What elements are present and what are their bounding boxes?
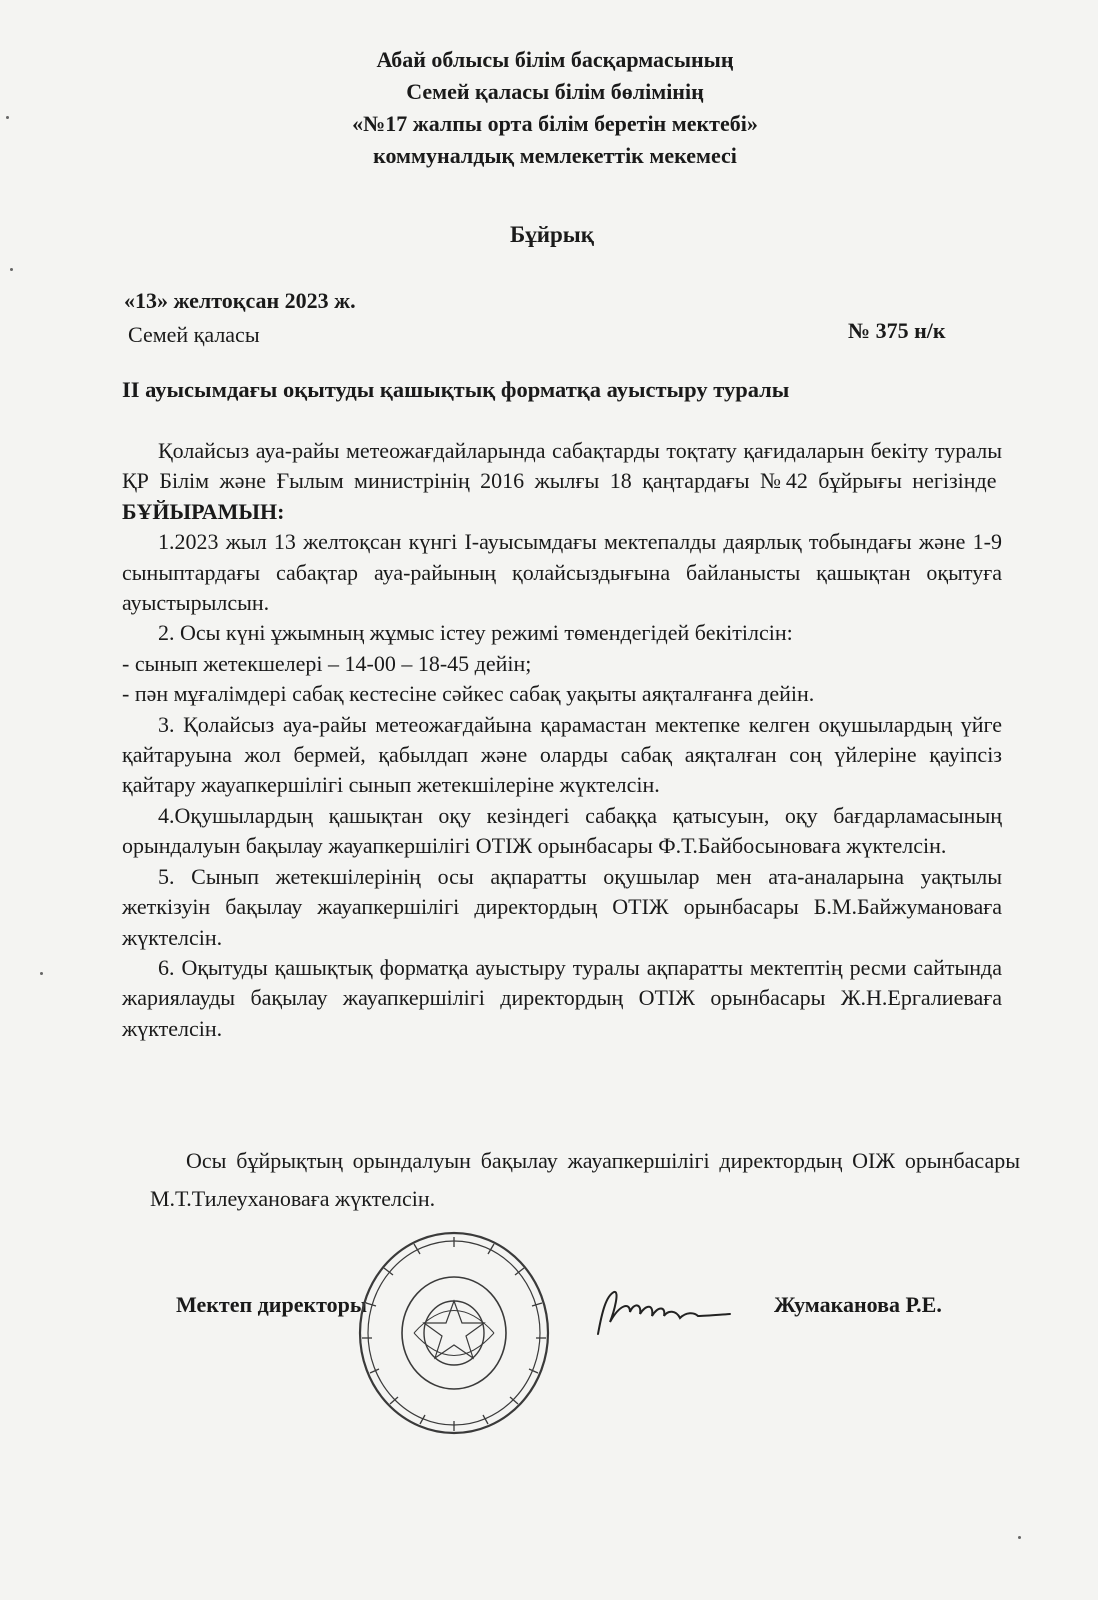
preamble-text: Қолайсыз ауа-райы метеожағдайларында сабақтарды тоқтату қағидаларын бекіту туралы ҚР Білім және Ғылым министрінің 2016 жылғы 18 қаңтардағы №42 бұйрығы негізінде <box>122 438 1002 494</box>
scan-speck <box>10 268 13 271</box>
header-line-4: коммуналдық мемлекеттік мекемесі <box>373 143 737 168</box>
scan-speck <box>6 116 9 119</box>
order-subitem: - сынып жетекшелері – 14-00 – 18-45 дейін; <box>122 650 532 676</box>
order-item: 1.2023 жыл 13 желтоқсан күнгі І-ауысымдағы мектепалды даярлық тобындағы және 1-9 сыныптардағы сабақтар ауа-райының қолайсыздығына байланысты қашықтан оқытуға ауыстырылсын. <box>122 529 1002 616</box>
official-stamp-icon <box>354 1228 554 1438</box>
preamble-paragraph <box>122 436 1002 527</box>
preamble-command: БҰЙЫРАМЫН: <box>122 498 285 524</box>
order-item: 4.Оқушылардың қашықтан оқу кезіндегі сабаққа қатысуын, оқу бағдарламасының орындалуын бақылау жауапкершілігі ОТІЖ орынбасары Ф.Т.Байбосыноваға жүктелсін. <box>122 802 1002 859</box>
organization-header <box>0 44 1098 172</box>
order-item: 3. Қолайсыз ауа-райы метеожағдайына қарамастан мектепке келген оқушылардың үйге қайтаруына жол бермей, қабылдап және оларды сабақ аяқталған соң үйлеріне қауіпсіз қайтару жауапкершілігі сынып жетекшілеріне жүктелсін. <box>122 711 1002 798</box>
order-subject: ІІ ауысымдағы оқытуды қашықтық форматқа ауыстыру туралы <box>122 377 790 402</box>
document-type-title: Бұйрық <box>510 222 594 247</box>
order-date: «13» желтоқсан 2023 ж. <box>124 288 356 313</box>
header-line-3: «№17 жалпы орта білім беретін мектебі» <box>352 111 758 136</box>
order-item: 2. Осы күні ұжымның жұмыс істеу режимі төмендегідей бекітілсін: <box>158 620 793 646</box>
closing-paragraph <box>150 1142 1020 1218</box>
signatory-name: Жумаканова Р.Е. <box>774 1292 942 1317</box>
scan-speck <box>1018 1536 1021 1539</box>
order-number: № 375 н/к <box>848 318 946 343</box>
handwritten-signature-icon <box>590 1282 740 1342</box>
signatory-title: Мектеп директоры <box>176 1292 368 1317</box>
header-line-2: Семей қаласы білім бөлімінің <box>406 79 704 104</box>
order-item: 6. Оқытуды қашықтық форматқа ауыстыру туралы ақпаратты мектептің ресми сайтында жариялауды бақылау жауапкершілігі директордың ОТІЖ орынбасары Ж.Н.Ергалиеваға жүктелсін. <box>122 954 1002 1041</box>
header-line-1: Абай облысы білім басқармасының <box>376 47 734 72</box>
order-body <box>122 436 1002 1044</box>
order-item: 5. Сынып жетекшілерінің осы ақпаратты оқушылар мен ата-аналарына уақтылы жеткізуін бақылау жауапкершілігі директордың ОТІЖ орынбасары Б.М.Байжумановаға жүктелсін. <box>122 863 1002 950</box>
closing-text: Осы бұйрықтың орындалуын бақылау жауапкершілігі директордың ОІЖ орынбасары М.Т.Тилеухановаға жүктелсін. <box>150 1148 1020 1211</box>
order-subitem: - пән мұғалімдері сабақ кестесіне сәйкес сабақ уақыты аяқталғанға дейін. <box>122 681 815 707</box>
scan-speck <box>40 972 43 975</box>
order-city: Семей қаласы <box>128 322 260 347</box>
